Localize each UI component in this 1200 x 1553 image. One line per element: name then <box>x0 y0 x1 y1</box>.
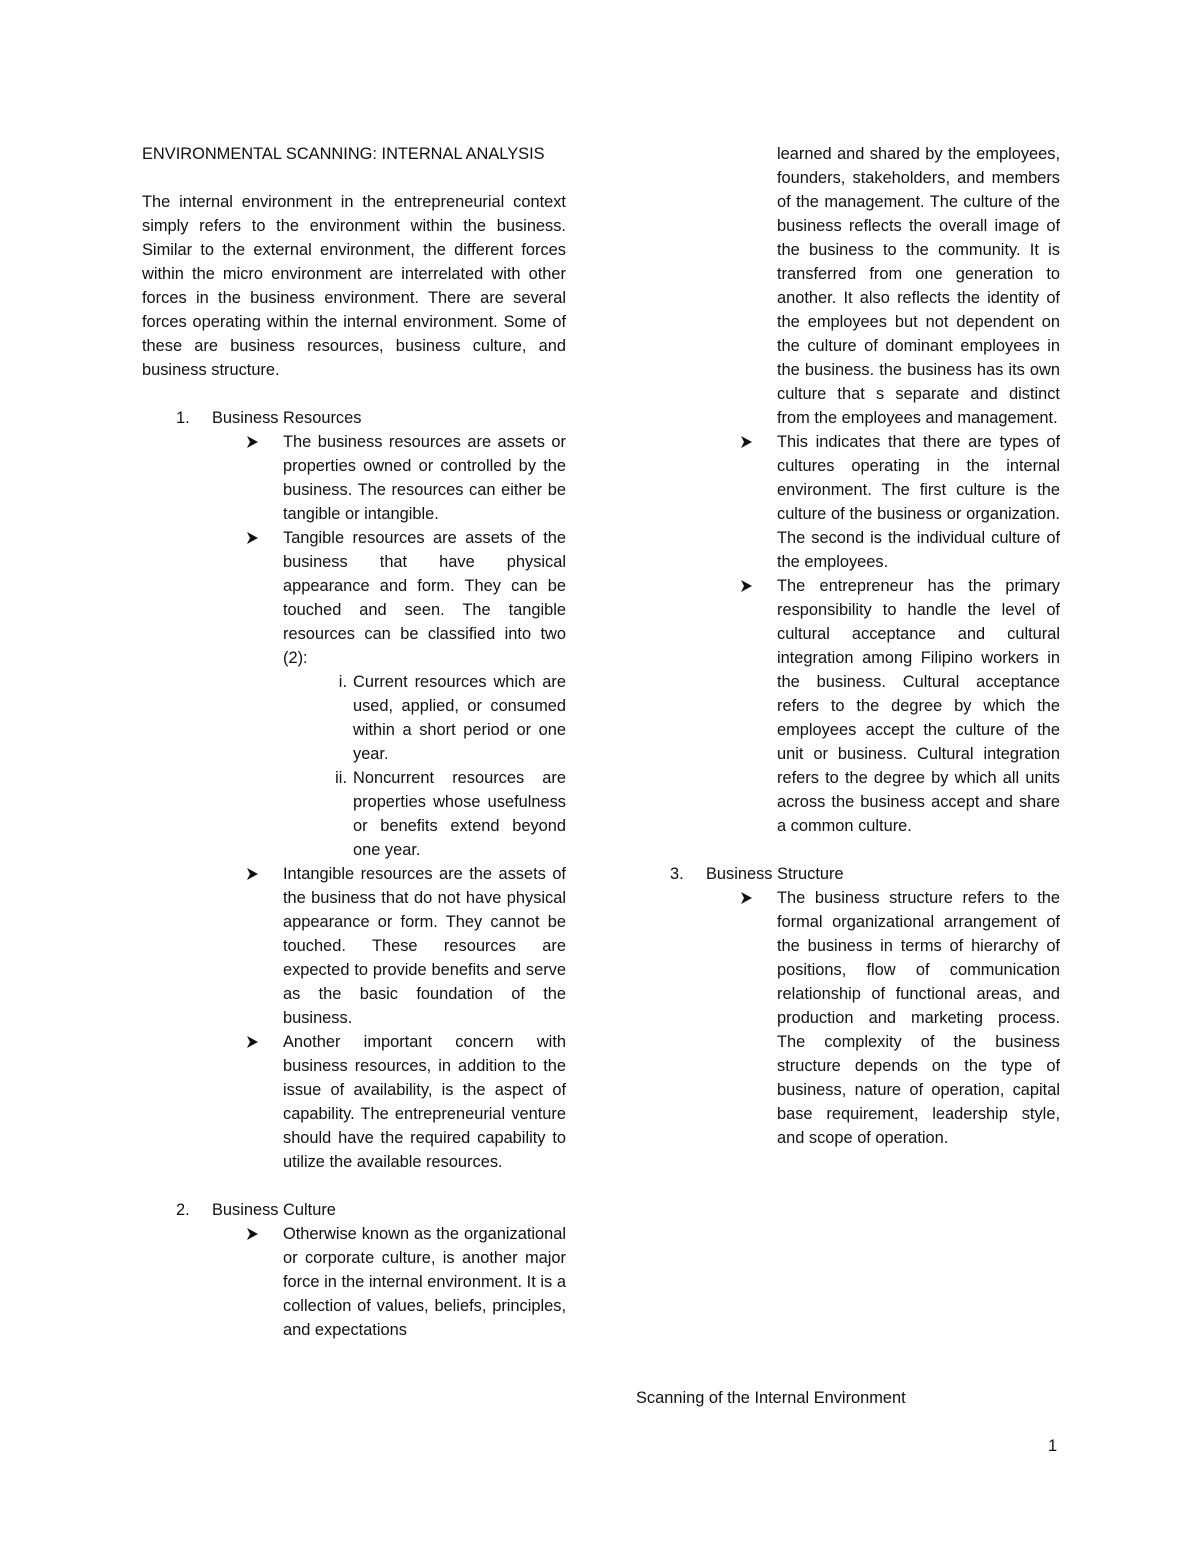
arrowhead-bullet-icon <box>246 1036 258 1048</box>
list-item <box>636 430 1060 574</box>
roman-numeral: i. <box>338 673 347 691</box>
bullet-list <box>636 886 1060 1150</box>
section-business-resources <box>142 406 566 1174</box>
section-title: Business Resources <box>212 409 362 427</box>
page-title: ENVIRONMENTAL SCANNING: INTERNAL ANALYSIS <box>142 145 545 163</box>
bullet-list <box>636 430 1060 838</box>
section-number: 2. <box>176 1201 190 1219</box>
bullet-text: This indicates that there are types of cultures operating in the internal environment. The first culture is the culture of the business or organization. The second is the individual culture of the employees. <box>777 433 1060 571</box>
list-item <box>142 862 566 1030</box>
bullet-continuation: learned and shared by the employees, founders, stakeholders, and members of the management. The culture of the business reflects the overall image of the business to the community. It is transferred from one generation to another. It also reflects the identity of the employees but not dependent on the culture of dominant employees in the business. the business has its own culture that s separate and distinct from the employees and management. <box>777 145 1060 427</box>
section-business-culture <box>142 1198 566 1342</box>
scanning-heading: Scanning of the Internal Environment <box>636 1389 906 1407</box>
section-heading <box>636 862 1060 886</box>
list-item <box>283 670 566 766</box>
right-column <box>636 142 1060 1150</box>
arrowhead-bullet-icon <box>740 580 752 592</box>
section-title: Business Structure <box>706 865 844 883</box>
arrowhead-bullet-icon <box>740 892 752 904</box>
subitem-text: Noncurrent resources are properties whose usefulness or benefits extend beyond one year. <box>353 769 566 859</box>
bullet-text: The business resources are assets or properties owned or controlled by the business. The resources can either be tangible or intangible. <box>283 433 566 523</box>
section-number: 1. <box>176 409 190 427</box>
bullet-text: Another important concern with business resources, in addition to the issue of availability, is the aspect of capability. The entrepreneurial venture should have the required capability to utilize the available resources. <box>283 1033 566 1171</box>
bullet-text: Otherwise known as the organizational or corporate culture, is another major force in the internal environment. It is a collection of values, beliefs, principles, and expectations <box>283 1225 566 1339</box>
list-item <box>283 766 566 862</box>
section-heading <box>142 1198 566 1222</box>
list-item <box>142 430 566 526</box>
intro-paragraph: The internal environment in the entrepreneurial context simply refers to the environment within the business. Similar to the external environment, the different forces within the micro environment are interrelated with other forces in the business environment. There are several forces operating within the internal environment. Some of these are business resources, business culture, and business structure. <box>142 193 566 379</box>
subitem-text: Current resources which are used, applied, or consumed within a short period or one year. <box>353 673 566 763</box>
section-heading <box>142 406 566 430</box>
section-business-structure <box>636 862 1060 1150</box>
arrowhead-bullet-icon <box>246 532 258 544</box>
roman-numeral: ii. <box>335 769 347 787</box>
left-column <box>142 142 566 1342</box>
list-item <box>142 526 566 862</box>
section-number: 3. <box>670 865 684 883</box>
bullet-text: The entrepreneur has the primary responsibility to handle the level of cultural acceptance and cultural integration among Filipino workers in the business. Cultural acceptance refers to the degree by which the employees accept the culture of the unit or business. Cultural integration refers to the degree by which all units across the business accept and share a common culture. <box>777 577 1060 835</box>
arrowhead-bullet-icon <box>246 868 258 880</box>
page-number: 1 <box>1048 1437 1058 1455</box>
bullet-text: The business structure refers to the formal organizational arrangement of the business in terms of hierarchy of positions, flow of communication relationship of functional areas, and production and marketing process. The complexity of the business structure depends on the type of business, nature of operation, capital base requirement, leadership style, and scope of operation. <box>777 889 1060 1147</box>
arrowhead-bullet-icon <box>740 436 752 448</box>
roman-sublist <box>283 670 566 862</box>
arrowhead-bullet-icon <box>246 436 258 448</box>
list-item <box>636 886 1060 1150</box>
section-title: Business Culture <box>212 1201 336 1219</box>
bullet-list <box>142 1222 566 1342</box>
list-item <box>142 1222 566 1342</box>
bullet-text: Intangible resources are the assets of the business that do not have physical appearance or form. They cannot be touched. These resources are expected to provide benefits and serve as the basic foundation of the business. <box>283 865 566 1027</box>
bullet-list <box>142 430 566 1174</box>
arrowhead-bullet-icon <box>246 1228 258 1240</box>
list-item <box>142 1030 566 1174</box>
bullet-text: Tangible resources are assets of the business that have physical appearance and form. They can be touched and seen. The tangible resources can be classified into two (2): <box>283 529 566 667</box>
list-item <box>636 574 1060 838</box>
